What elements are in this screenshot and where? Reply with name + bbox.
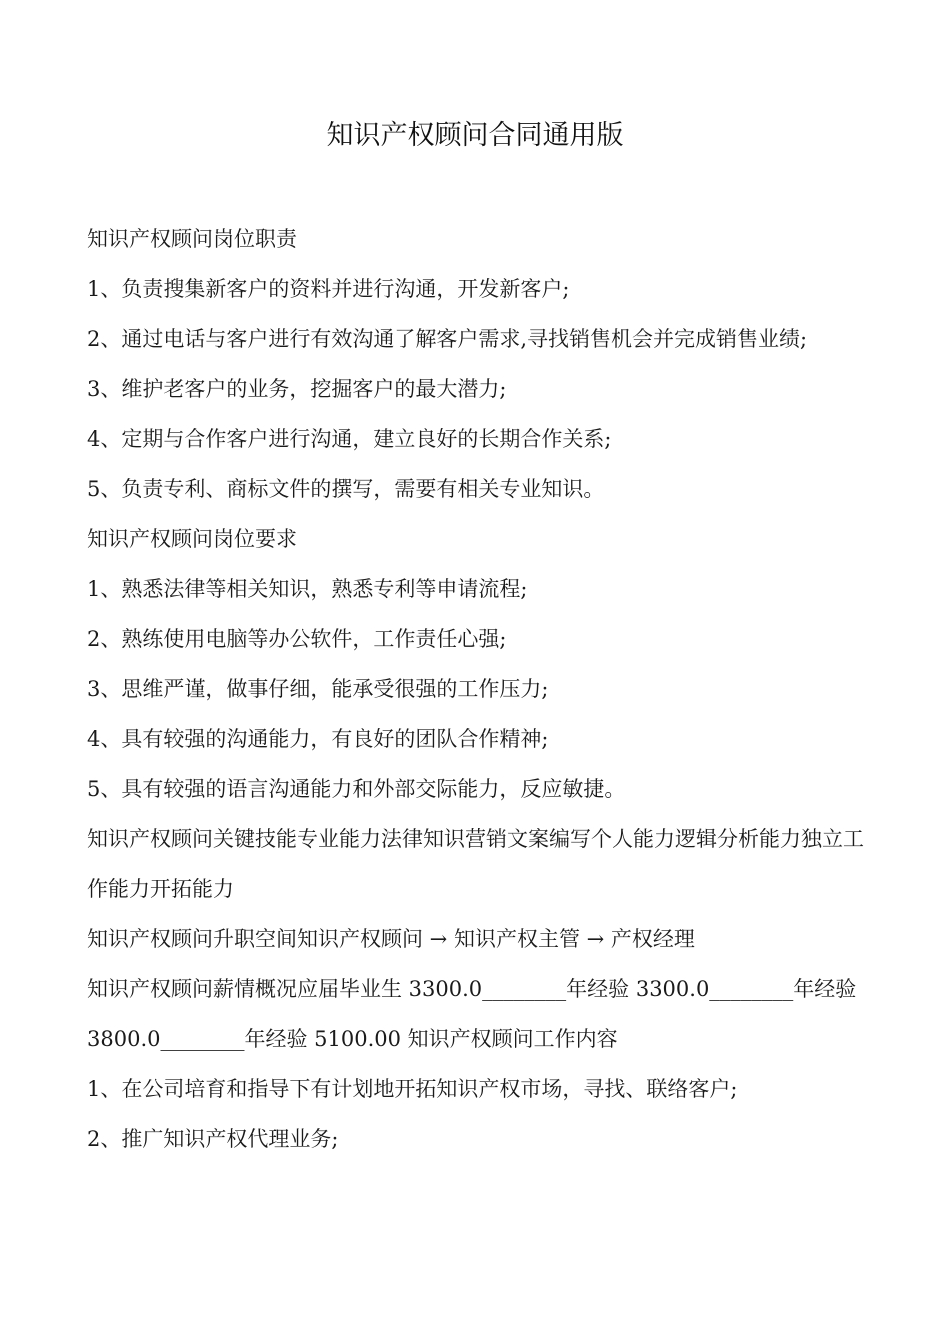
key-skills-paragraph: 知识产权顾问关键技能专业能力法律知识营销文案编写个人能力逻辑分析能力独立工作能力开拓能力 <box>87 827 864 901</box>
requirement-item-4: 4、具有较强的沟通能力，有良好的团队合作精神; <box>87 727 549 751</box>
salary-paragraph: 知识产权顾问薪情概况应届毕业生 3300.0________年经验 3300.0________年经验 3800.0________年经验 5100.00 知识产权顾问工作内容 <box>87 977 857 1051</box>
requirement-item-3: 3、思维严谨，做事仔细，能承受很强的工作压力; <box>87 677 549 701</box>
section-heading-requirements: 知识产权顾问岗位要求 <box>87 527 297 551</box>
requirement-item-2: 2、熟练使用电脑等办公软件，工作责任心强; <box>87 627 507 651</box>
duty-item-5: 5、负责专利、商标文件的撰写，需要有相关专业知识。 <box>87 477 605 501</box>
requirement-item-5: 5、具有较强的语言沟通能力和外部交际能力，反应敏捷。 <box>87 777 626 801</box>
duty-item-3: 3、维护老客户的业务，挖掘客户的最大潜力; <box>87 377 507 401</box>
work-item-2: 2、推广知识产权代理业务; <box>87 1127 339 1151</box>
duty-item-1: 1、负责搜集新客户的资料并进行沟通，开发新客户; <box>87 277 570 301</box>
work-item-1: 1、在公司培育和指导下有计划地开拓知识产权市场，寻找、联络客户; <box>87 1077 738 1101</box>
document-title: 知识产权顾问合同通用版 <box>326 120 624 151</box>
document-body <box>87 214 877 1164</box>
requirement-item-1: 1、熟悉法律等相关知识，熟悉专利等申请流程; <box>87 577 528 601</box>
duty-item-2: 2、通过电话与客户进行有效沟通了解客户需求,寻找销售机会并完成销售业绩; <box>87 327 808 351</box>
section-heading-duties: 知识产权顾问岗位职责 <box>87 227 297 251</box>
career-path-paragraph: 知识产权顾问升职空间知识产权顾问 → 知识产权主管 → 产权经理 <box>87 927 695 951</box>
duty-item-4: 4、定期与合作客户进行沟通，建立良好的长期合作关系; <box>87 427 612 451</box>
